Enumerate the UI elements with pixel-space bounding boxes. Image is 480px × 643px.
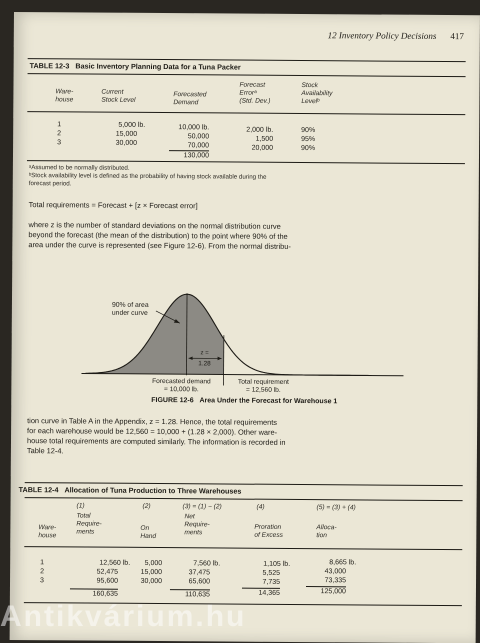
t3-footnote-b-cont: forecast period. bbox=[29, 180, 72, 188]
chapter-title: 12 Inventory Policy Decisions bbox=[328, 30, 437, 41]
paragraph-1: where z is the number of standard deviations on the normal distribution curve beyond the forecast (the mean of the distribution) to the point where 90% of the area under the curve is represented (see Figure 12-6). From the normal distribu- bbox=[28, 220, 462, 253]
t4-colnum-1: (1) bbox=[77, 502, 85, 510]
t4-total-total: 160,635 bbox=[70, 588, 118, 598]
t3-footnote-b: ᵇStock availability level is defined as the probability of having stock available during the bbox=[29, 172, 267, 182]
forecast-label-line-2: = 10,000 lb. bbox=[164, 386, 199, 393]
area-label-line-1: 90% of area bbox=[112, 302, 149, 309]
t3-header-warehouse: Ware- house bbox=[55, 88, 73, 104]
table-12-3-label: TABLE 12-3 bbox=[30, 61, 70, 70]
figure-label: FIGURE 12-6 bbox=[151, 397, 193, 404]
table-12-4-title: Allocation of Tuna Production to Three Warehouses bbox=[64, 485, 241, 495]
table-12-4-header-rule bbox=[25, 497, 463, 501]
z-label-value: 1.28 bbox=[198, 360, 211, 367]
t4-colnum-5: (5) = (3) + (4) bbox=[317, 504, 356, 512]
t4-header-proration: Proration of Excess bbox=[254, 524, 283, 540]
t3-row-3: 3 30,000 70,000 20,000 90% bbox=[14, 12, 480, 15]
total-label-line-1: Total requirement bbox=[238, 379, 289, 386]
t4-header-total: Total Require- ments bbox=[76, 512, 101, 536]
book-page bbox=[10, 12, 480, 643]
table-12-3-subheader-rule bbox=[27, 111, 465, 115]
t4-colnum-3: (3) = (1) − (2) bbox=[183, 503, 222, 511]
table-12-3-title: Basic Inventory Planning Data for a Tuna Packer bbox=[75, 61, 240, 71]
figure-caption-text: Area Under the Forecast for Warehouse 1 bbox=[199, 397, 337, 405]
t3-row-2: 2 15,000 50,000 1,500 95% bbox=[14, 12, 480, 15]
t4-totals-row bbox=[14, 12, 480, 15]
t3-demand-total: 130,000 bbox=[169, 150, 209, 160]
t4-header-allocation: Alloca- tion bbox=[316, 524, 336, 540]
table-12-4-subheader-rule bbox=[24, 546, 462, 550]
total-requirements-equation: Total requirements = Forecast + [z × Forecast error] bbox=[29, 200, 198, 210]
t4-total-allocation: 125,000 bbox=[306, 586, 346, 596]
t4-row-1: 1 12,560 lb. 5,000 7,560 lb. 1,105 lb. 8,665 lb. bbox=[14, 12, 480, 15]
table-12-3-caption bbox=[30, 61, 241, 71]
t4-header-net: Net Require- ments bbox=[184, 513, 209, 537]
normal-distribution-figure bbox=[71, 262, 412, 398]
z-label-top: z = bbox=[201, 350, 210, 356]
watermark: Antikvárium.hu bbox=[0, 600, 480, 634]
page-number: 417 bbox=[450, 31, 464, 41]
t3-footnote-a: ᵃAssumed to be normally distributed. bbox=[29, 164, 130, 173]
t4-row-3: 3 95,600 30,000 65,600 7,735 73,335 bbox=[14, 12, 480, 15]
t3-header-availability: Stock Availability Levelᵇ bbox=[301, 82, 332, 106]
baseline-axis bbox=[81, 373, 403, 375]
t4-header-on-hand: On Hand bbox=[140, 525, 156, 541]
table-12-3-header-rule bbox=[28, 73, 466, 77]
t4-colnum-4: (4) bbox=[257, 504, 265, 512]
t4-colnum-2: (2) bbox=[143, 503, 151, 511]
t4-total-proration: 14,365 bbox=[242, 588, 280, 598]
t4-total-net: 110,635 bbox=[170, 589, 210, 599]
t3-row-1: 1 5,000 lb. 10,000 lb. 2,000 lb. 90% bbox=[14, 12, 480, 15]
forecast-label-line-1: Forecasted demand bbox=[152, 378, 211, 385]
table-12-4-label: TABLE 12-4 bbox=[19, 485, 59, 494]
area-label-line-2: under curve bbox=[112, 310, 148, 317]
t3-header-stock-level: Current Stock Level bbox=[101, 89, 135, 105]
t4-row-2: 2 52,475 15,000 37,475 5,525 43,000 bbox=[14, 12, 480, 15]
total-label-line-2: = 12,560 lb. bbox=[246, 387, 281, 394]
table-12-4-caption bbox=[19, 485, 242, 496]
t3-header-demand: Forecasted Demand bbox=[173, 91, 206, 107]
running-header bbox=[328, 30, 464, 41]
t3-header-error: Forecast Errorᵃ (Std. Dev.) bbox=[239, 82, 270, 106]
paragraph-2: tion curve in Table A in the Appendix, z = 1.28. Hence, the total requirements for each warehouse would be 12,560 = 10,000 + (1.28 × 2,000). Other ware- house total requirements are computed similarly. The information is recorded in Table 12-4. bbox=[27, 416, 461, 459]
table-12-3-bottom-rule bbox=[27, 160, 465, 164]
t4-header-warehouse: Ware- house bbox=[38, 524, 56, 540]
